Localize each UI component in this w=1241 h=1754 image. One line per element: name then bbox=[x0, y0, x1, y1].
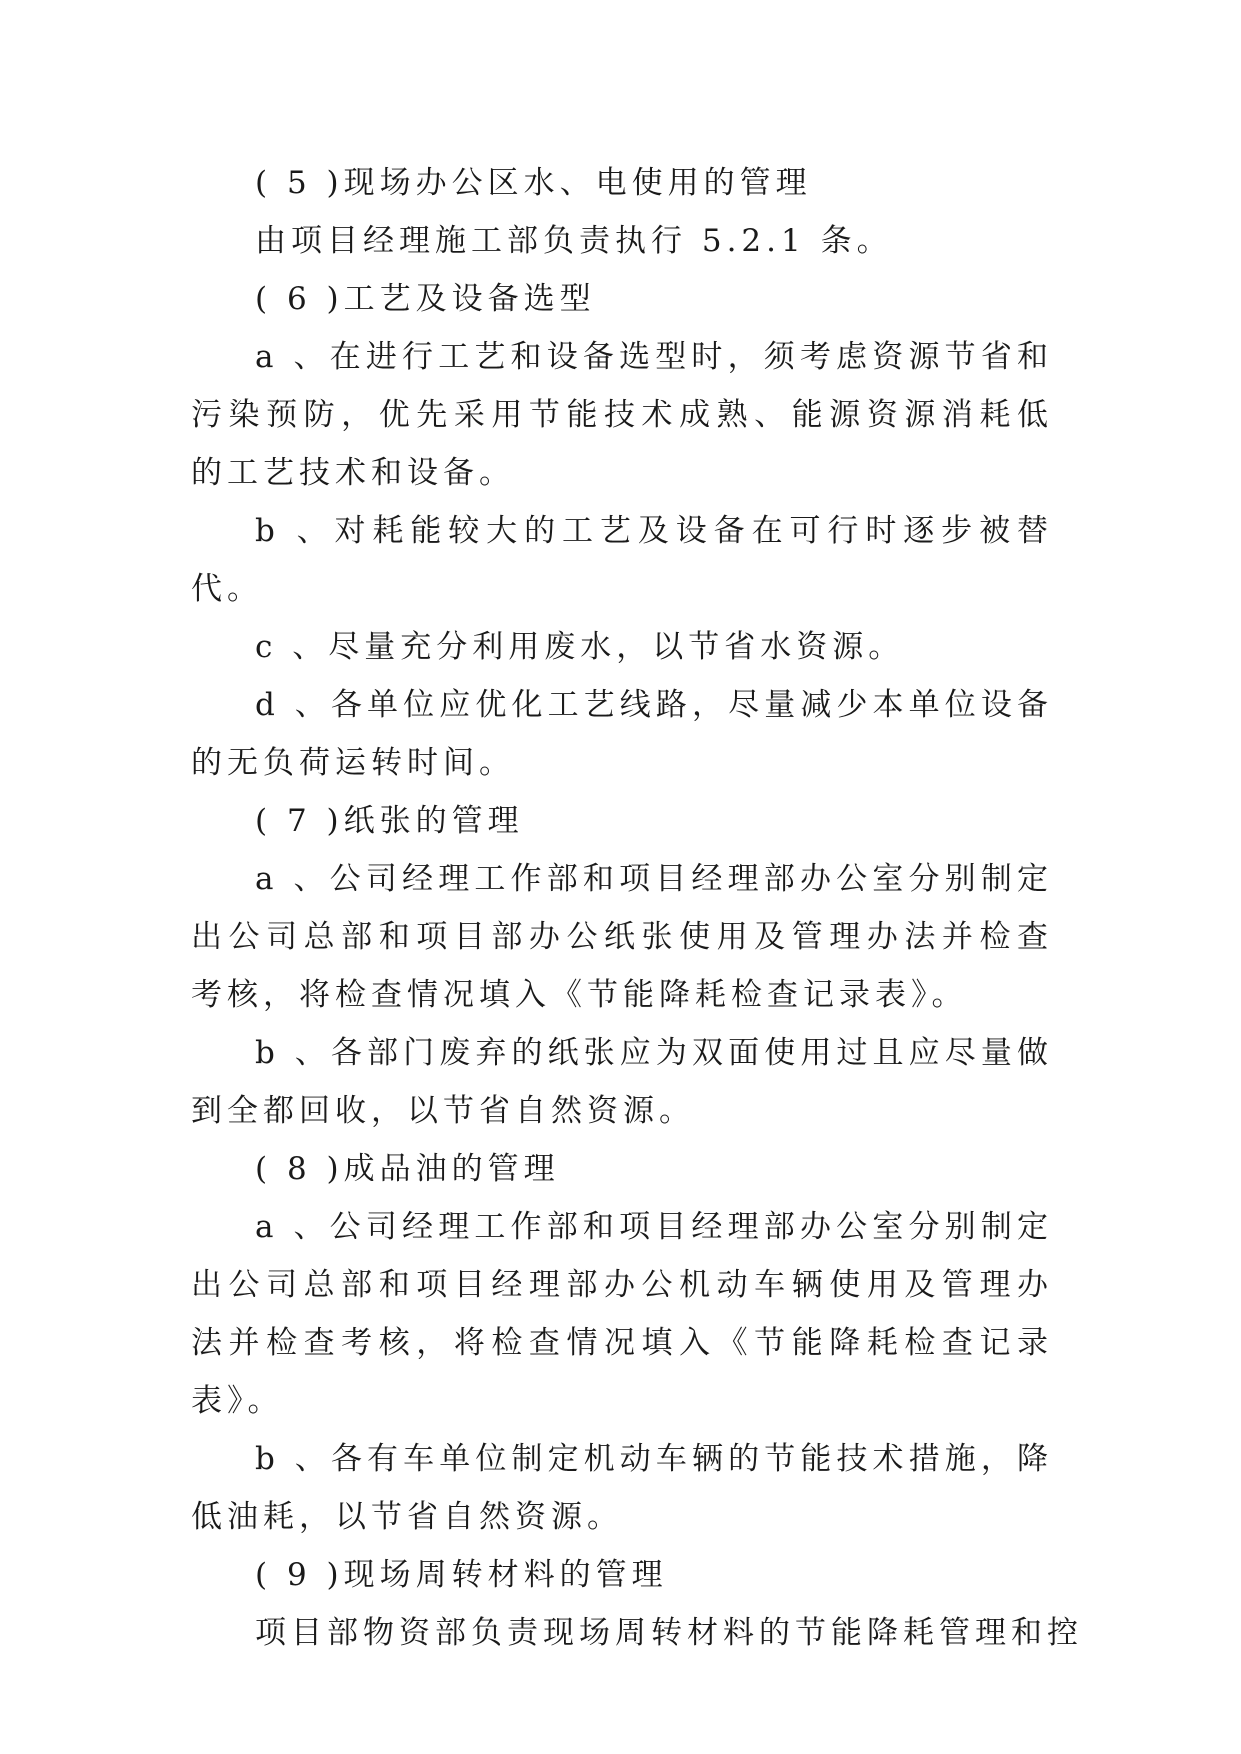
section-heading-7: ( 7 )纸张的管理 bbox=[255, 803, 524, 839]
list-item-a: a 、公司经理工作部和项目经理部办公室分别制定出公司总部和项目部办公纸张使用及管理办法并检查考核，将检查情况填入《节能降耗检查记录表》。 bbox=[191, 861, 1053, 1013]
list-item-d: d 、各单位应优化工艺线路，尽量减少本单位设备的无负荷运转时间。 bbox=[191, 687, 1053, 781]
section-heading-5: ( 5 )现场办公区水、电使用的管理 bbox=[255, 165, 812, 201]
list-item-b: b 、各有车单位制定机动车辆的节能技术措施，降低油耗，以节省自然资源。 bbox=[191, 1441, 1053, 1535]
list-item-b: b 、各部门废弃的纸张应为双面使用过且应尽量做到全都回收，以节省自然资源。 bbox=[191, 1035, 1053, 1129]
list-item-a: a 、公司经理工作部和项目经理部办公室分别制定出公司总部和项目经理部办公机动车辆使用及管理办法并检查考核，将检查情况填入《节能降耗检查记录表》。 bbox=[191, 1209, 1053, 1419]
document-body bbox=[191, 154, 1083, 1662]
section-heading-8: ( 8 )成品油的管理 bbox=[255, 1151, 560, 1187]
paragraph: 由项目经理施工部负责执行 5.2.1 条。 bbox=[255, 223, 893, 259]
list-item-b: b 、对耗能较大的工艺及设备在可行时逐步被替代。 bbox=[191, 513, 1053, 607]
section-heading-9: ( 9 )现场周转材料的管理 bbox=[255, 1557, 668, 1593]
list-item-c: c 、尽量充分利用废水，以节省水资源。 bbox=[255, 629, 905, 665]
paragraph: 项目部物资部负责现场周转材料的节能降耗管理和控 bbox=[255, 1615, 1083, 1651]
list-item-a: a 、在进行工艺和设备选型时，须考虑资源节省和污染预防，优先采用节能技术成熟、能源资源消耗低的工艺技术和设备。 bbox=[191, 339, 1053, 491]
section-heading-6: ( 6 )工艺及设备选型 bbox=[255, 281, 596, 317]
